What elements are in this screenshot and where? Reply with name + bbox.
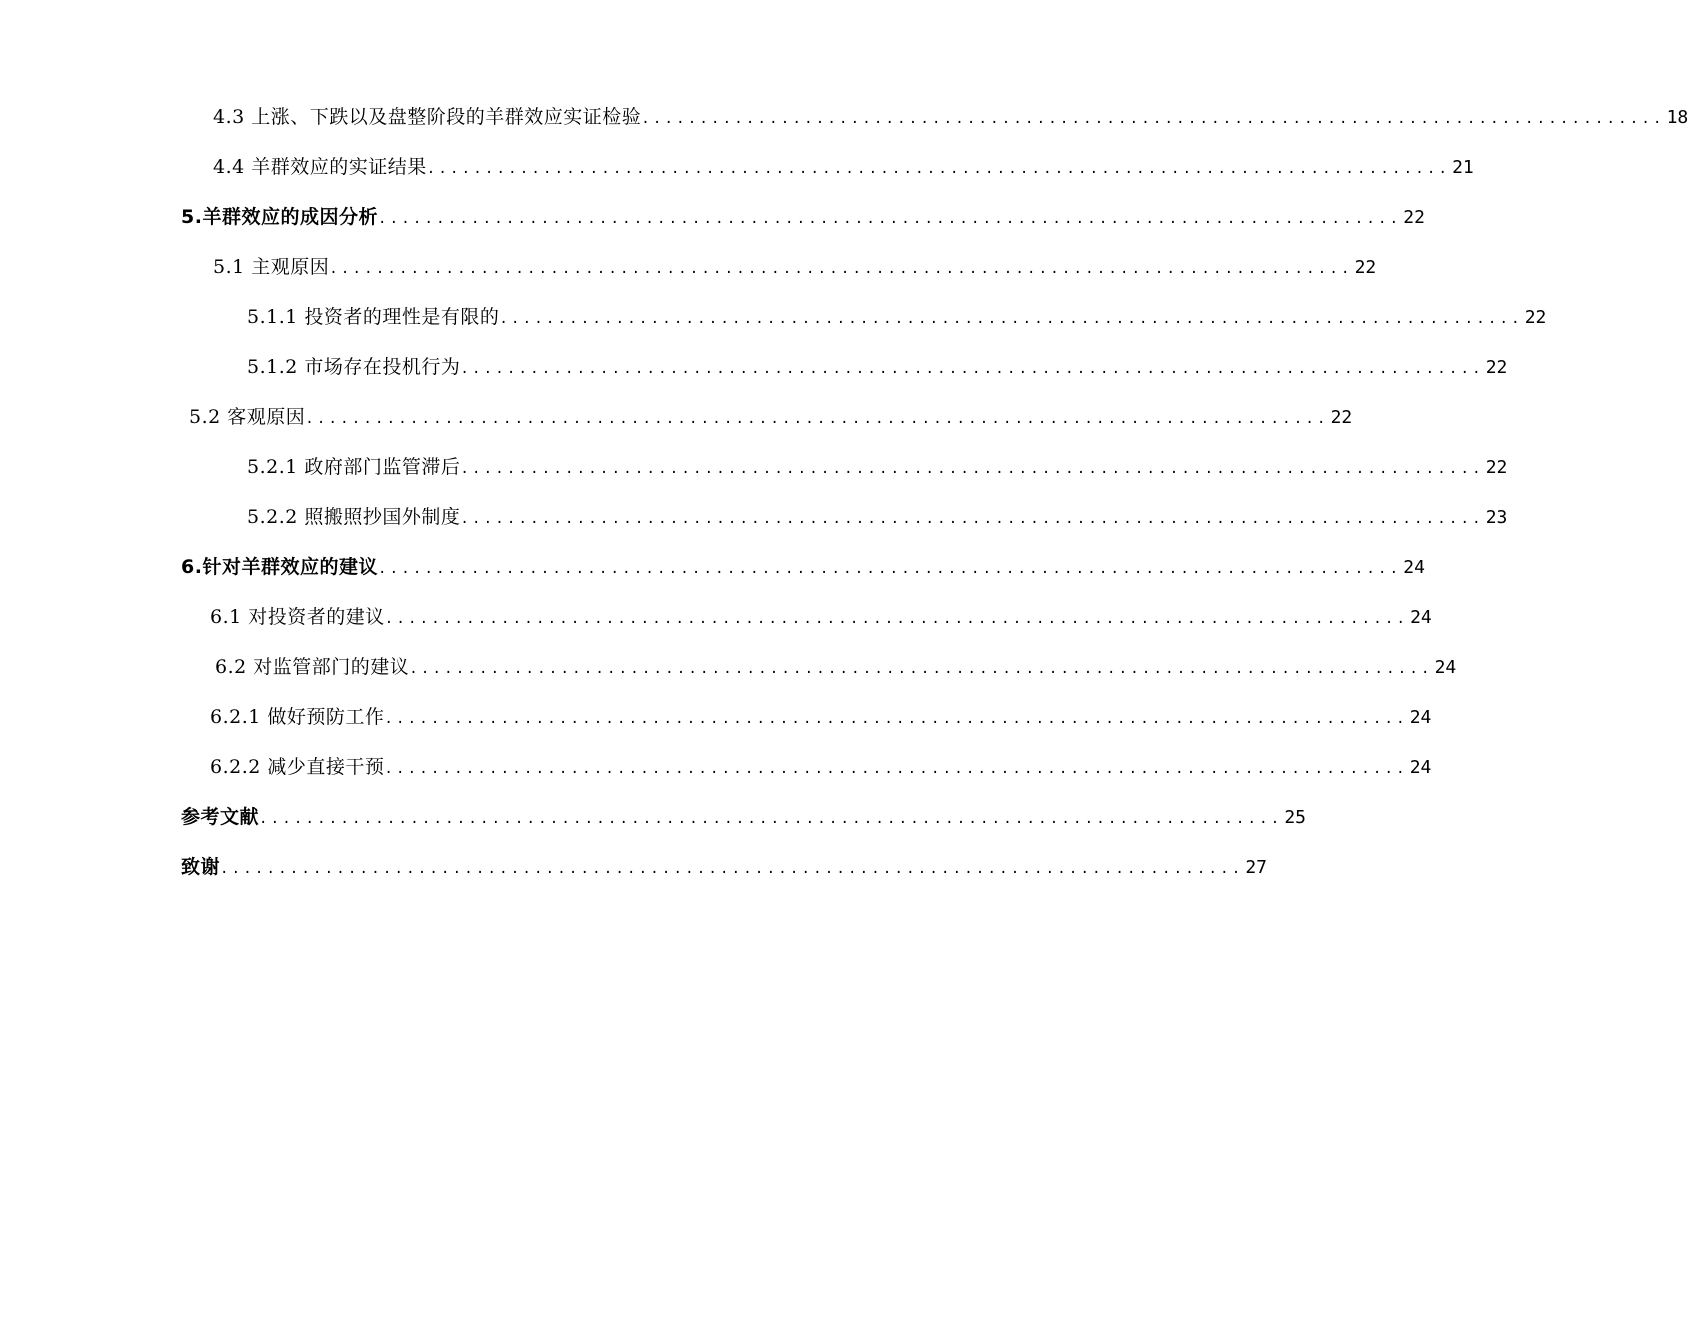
toc-entry-references[interactable]	[181, 802, 1307, 832]
toc-page-number: 22	[1485, 357, 1508, 378]
toc-entry-text: 5.2.1 政府部门监管滞后	[247, 456, 461, 478]
toc-page-number: 18	[1666, 107, 1688, 128]
toc-entry-text: 参考文献	[181, 806, 260, 828]
toc-leader-dots: ........................................................................................	[377, 211, 1402, 227]
toc-entry-text: 5.1 主观原因	[213, 256, 330, 278]
toc-entry-text: 4.4 羊群效应的实证结果	[213, 156, 427, 178]
toc-entry-6-2-2[interactable]	[210, 752, 1432, 782]
toc-leader-dots: ........................................................................................	[409, 661, 1433, 677]
toc-leader-dots: ........................................................................................	[641, 111, 1665, 127]
toc-entry-5-1-2[interactable]	[247, 352, 1508, 382]
toc-entry-text: 5.1.2 市场存在投机行为	[247, 356, 461, 378]
toc-entry-5-2[interactable]	[189, 402, 1353, 432]
toc-page-number: 22	[1330, 407, 1353, 428]
toc-page-number: 22	[1524, 307, 1547, 328]
toc-leader-dots: ........................................................................................	[329, 261, 1353, 277]
toc-page-number: 22	[1403, 207, 1425, 228]
toc-entry-text: 5.2 客观原因	[189, 406, 306, 428]
toc-entry-text: 5.羊群效应的成因分析	[181, 206, 378, 228]
toc-page-number: 25	[1284, 807, 1307, 828]
toc-page-number: 22	[1354, 257, 1377, 278]
toc-leader-dots: ........................................................................................	[384, 711, 1408, 727]
toc-entry-6-2-1[interactable]	[210, 702, 1432, 732]
toc-entry-6-1[interactable]	[210, 602, 1432, 632]
toc-leader-dots: ........................................................................................	[460, 461, 1484, 477]
toc-entry-5-1[interactable]	[213, 252, 1377, 282]
toc-leader-dots: ........................................................................................	[220, 861, 1244, 877]
toc-entry-text: 致谢	[181, 856, 221, 878]
toc-entry-5-2-2[interactable]	[247, 502, 1508, 532]
toc-leader-dots: ........................................................................................	[499, 311, 1523, 327]
toc-leader-dots: ........................................................................................	[377, 561, 1402, 577]
toc-entry-5-1-1[interactable]	[247, 302, 1547, 332]
toc-page-number: 24	[1409, 757, 1432, 778]
toc-page-number: 23	[1485, 507, 1508, 528]
toc-leader-dots: ........................................................................................	[460, 511, 1484, 527]
toc-page-number: 24	[1410, 607, 1432, 628]
toc-leader-dots: ........................................................................................	[305, 411, 1329, 427]
toc-entry-5-2-1[interactable]	[247, 452, 1508, 482]
toc-entry-text: 6.2.2 减少直接干预	[210, 756, 385, 778]
toc-page-number: 24	[1403, 557, 1425, 578]
toc-entry-text: 5.2.2 照搬照抄国外制度	[247, 506, 461, 528]
toc-entry-acknowledgements[interactable]	[181, 852, 1268, 882]
toc-entry-4-3[interactable]	[213, 102, 1688, 132]
toc-entry-text: 6.2 对监管部门的建议	[215, 656, 410, 678]
toc-leader-dots: ........................................................................................	[426, 161, 1451, 177]
toc-entry-6-2[interactable]	[215, 652, 1457, 682]
toc-page-number: 22	[1485, 457, 1508, 478]
toc-page-number: 27	[1245, 857, 1268, 878]
toc-leader-dots: ........................................................................................	[384, 761, 1408, 777]
toc-entry-text: 5.1.1 投资者的理性是有限的	[247, 306, 500, 328]
toc-entry-chapter-6[interactable]	[181, 552, 1425, 582]
toc-entry-4-4[interactable]	[213, 152, 1474, 182]
toc-leader-dots: ........................................................................................	[460, 361, 1484, 377]
toc-entry-text: 6.针对羊群效应的建议	[181, 556, 378, 578]
toc-page-number: 21	[1452, 157, 1474, 178]
toc-entry-text: 6.2.1 做好预防工作	[210, 706, 385, 728]
toc-entry-text: 6.1 对投资者的建议	[210, 606, 385, 628]
toc-page-number: 24	[1434, 657, 1457, 678]
toc-leader-dots: ........................................................................................	[384, 611, 1409, 627]
toc-entry-chapter-5[interactable]	[181, 202, 1425, 232]
toc-leader-dots: ........................................................................................	[259, 811, 1283, 827]
toc-page-number: 24	[1409, 707, 1432, 728]
toc-entry-text: 4.3 上涨、下跌以及盘整阶段的羊群效应实证检验	[213, 106, 642, 128]
